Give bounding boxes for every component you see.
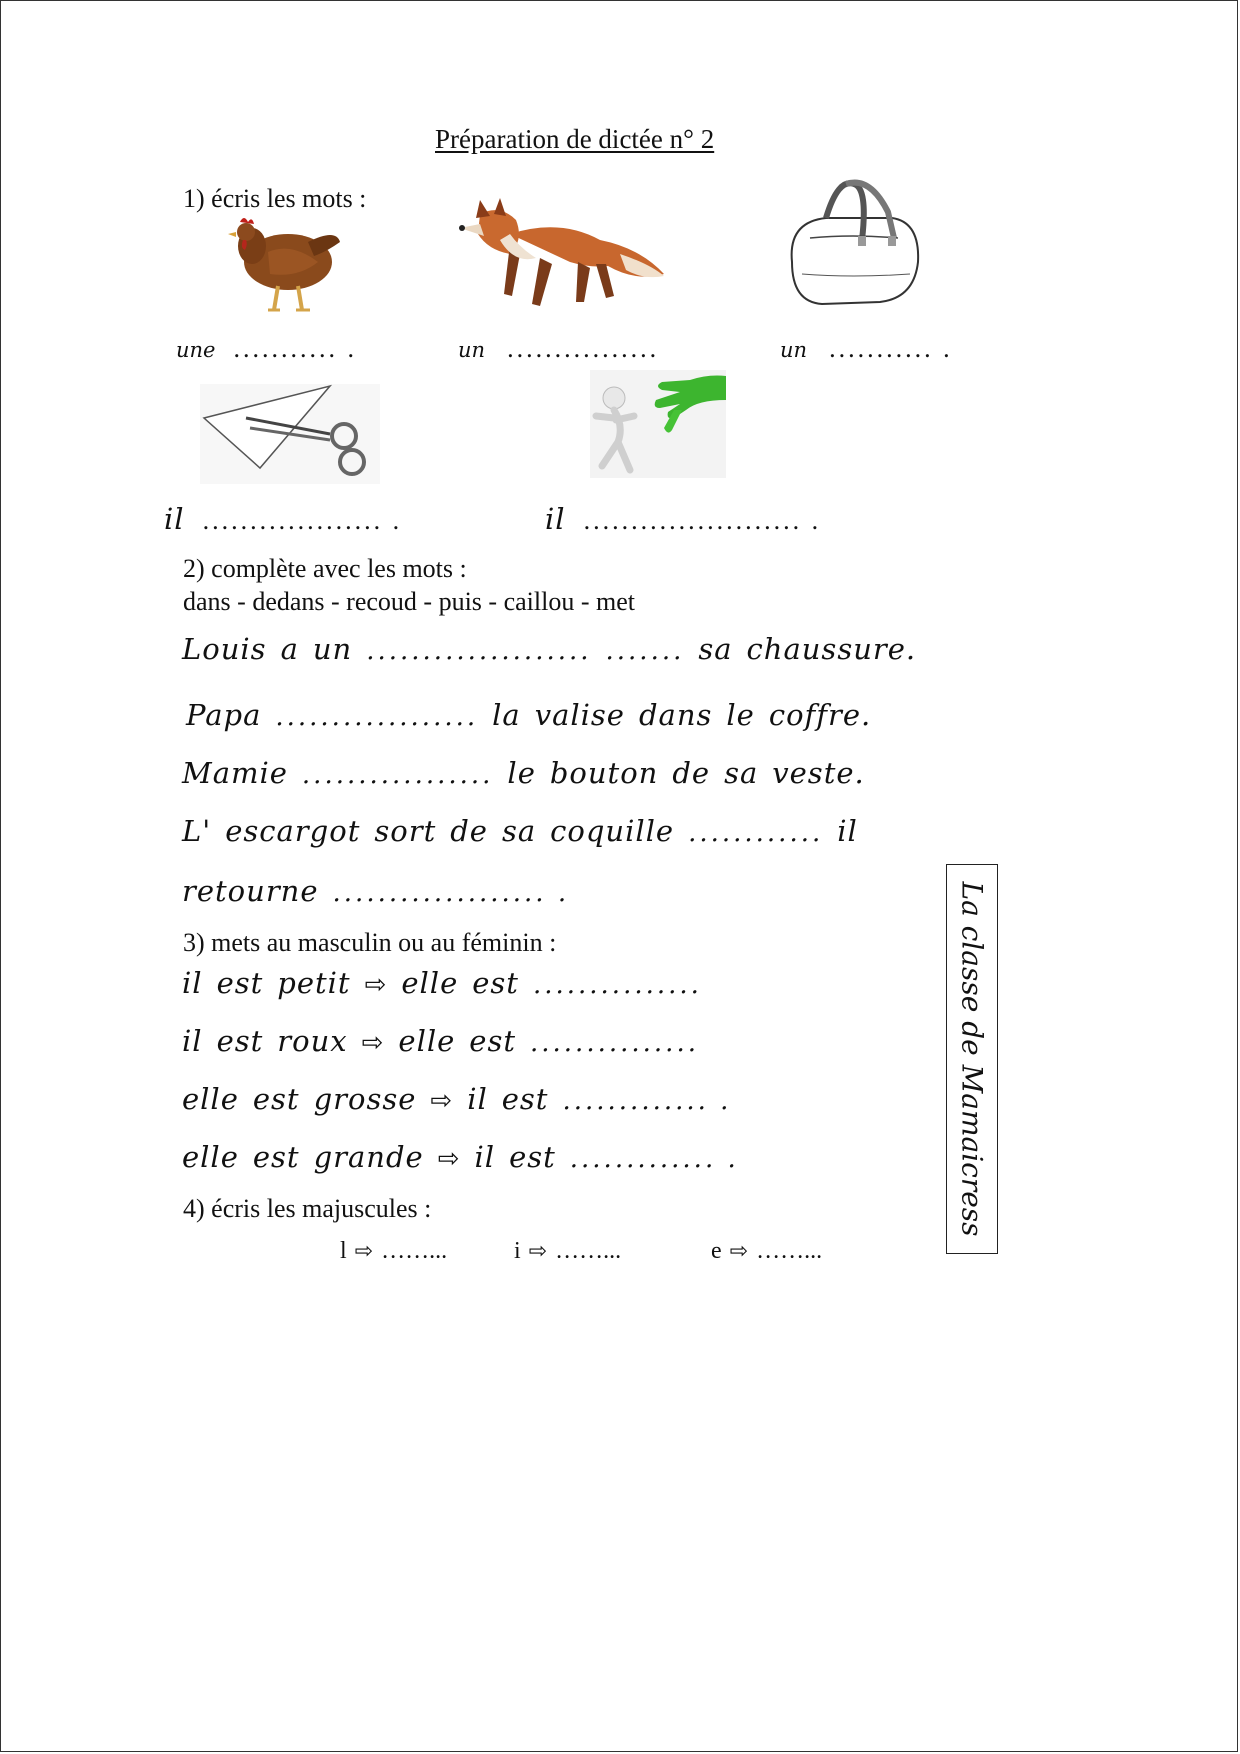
s2-word: Papa xyxy=(186,698,262,732)
s3-word: le xyxy=(507,756,536,790)
arrow-icon: ⇨ xyxy=(364,970,388,1000)
g1-word: petit xyxy=(277,966,351,1000)
gender-line-3 xyxy=(182,1082,745,1116)
g4-word: elle xyxy=(182,1140,239,1174)
item-fox-answer-line[interactable]: ................ xyxy=(507,334,660,363)
g2-word: est xyxy=(469,1024,516,1058)
s4-word: sa xyxy=(501,814,537,848)
s5-word: retourne xyxy=(182,874,319,908)
g4-word: est xyxy=(252,1140,300,1174)
s1-word: un xyxy=(312,632,353,666)
g4-word: grande xyxy=(313,1140,424,1174)
s2-word: valise xyxy=(534,698,625,732)
g1-word: il xyxy=(182,966,203,1000)
g3-blank[interactable]: ............. . xyxy=(562,1086,732,1116)
item-hen-article: une xyxy=(176,338,216,362)
s3-word: de xyxy=(672,756,711,790)
capital-item-answer-line[interactable]: ……... xyxy=(381,1238,448,1264)
s3-word: Mamie xyxy=(182,756,288,790)
sentence-4 xyxy=(182,814,872,848)
item-catch xyxy=(545,502,821,536)
g4-word: il xyxy=(474,1140,496,1174)
s2-word: le xyxy=(726,698,755,732)
hen-image xyxy=(218,212,342,316)
s4-blank-1[interactable]: ............ xyxy=(688,818,824,848)
fox-image xyxy=(440,184,666,312)
capital-item-letter: e xyxy=(711,1238,722,1264)
capital-item-e xyxy=(711,1238,822,1265)
capital-item-answer-line[interactable]: ……... xyxy=(555,1238,622,1264)
arrow-icon: ⇨ xyxy=(430,1086,454,1116)
arrow-icon: ⇨ xyxy=(528,1239,548,1264)
s3-word: veste. xyxy=(772,756,865,790)
g2-word: est xyxy=(216,1024,264,1058)
sentence-1 xyxy=(182,632,930,666)
g4-word: est xyxy=(509,1140,556,1174)
arrow-icon: ⇨ xyxy=(361,1028,385,1058)
g2-blank[interactable]: ............... xyxy=(530,1028,699,1058)
g1-blank[interactable]: ............... xyxy=(532,970,702,1000)
section4-heading: 4) écris les majuscules : xyxy=(183,1194,432,1223)
green-hand-catching-image xyxy=(590,370,726,478)
s4-word: il xyxy=(837,814,858,848)
s5-blank-1[interactable]: ................... . xyxy=(332,878,570,908)
g3-word: elle xyxy=(182,1082,239,1116)
section1-heading: 1) écris les mots : xyxy=(183,184,367,213)
side-credit-label: La classe de Mamaicress xyxy=(955,881,989,1237)
s4-word: escargot xyxy=(225,814,361,848)
item-catch-answer-line[interactable]: ....................... . xyxy=(583,506,822,535)
s1-word: a xyxy=(280,632,299,666)
s1-blank-1[interactable]: .................... xyxy=(366,636,592,666)
g3-word: il xyxy=(467,1082,488,1116)
item-fox xyxy=(458,334,659,364)
bag-image xyxy=(782,178,924,310)
s3-word: sa xyxy=(724,756,759,790)
capital-item-letter: l xyxy=(340,1238,347,1264)
g3-word: grosse xyxy=(313,1082,417,1116)
s3-blank-1[interactable]: ................. xyxy=(301,760,494,790)
arrow-icon: ⇨ xyxy=(354,1239,374,1264)
section2-heading: 2) complète avec les mots : xyxy=(183,554,467,583)
s2-word: la xyxy=(492,698,521,732)
item-cut-answer-line[interactable]: ................... . xyxy=(202,506,403,535)
s2-blank-1[interactable]: .................. xyxy=(275,702,479,732)
item-bag-article: un xyxy=(780,338,808,362)
arrow-icon: ⇨ xyxy=(437,1144,461,1174)
arrow-icon: ⇨ xyxy=(729,1239,749,1264)
item-cut-pronoun: il xyxy=(164,502,185,536)
s1-blank-2[interactable]: ....... xyxy=(605,636,685,666)
item-hen xyxy=(176,334,357,364)
g1-word: est xyxy=(216,966,264,1000)
g1-word: elle xyxy=(401,966,459,1000)
s4-word: de xyxy=(450,814,488,848)
item-fox-article: un xyxy=(458,338,486,362)
g2-word: il xyxy=(182,1024,203,1058)
g2-word: roux xyxy=(277,1024,348,1058)
g3-word: est xyxy=(501,1082,549,1116)
item-bag xyxy=(780,334,953,364)
capital-item-i xyxy=(514,1238,621,1265)
item-hen-answer-line[interactable]: ........... . xyxy=(233,334,357,363)
s4-word: sort xyxy=(374,814,437,848)
s4-word: coquille xyxy=(550,814,675,848)
word-bank: dans - dedans - recoud - puis - caillou - met xyxy=(183,587,635,616)
sentence-4-continued xyxy=(182,874,583,908)
s1-word: chaussure. xyxy=(746,632,917,666)
side-credit-box xyxy=(946,864,998,1254)
g3-word: est xyxy=(252,1082,300,1116)
s2-word: dans xyxy=(638,698,713,732)
s4-word: L' xyxy=(182,814,212,848)
capital-item-letter: i xyxy=(514,1238,521,1264)
item-bag-answer-line[interactable]: ........... . xyxy=(829,334,953,363)
page-title: Préparation de dictée n° 2 xyxy=(435,124,715,154)
g2-word: elle xyxy=(398,1024,456,1058)
item-cut xyxy=(164,502,402,536)
gender-line-4 xyxy=(182,1140,753,1174)
s1-word: Louis xyxy=(182,632,267,666)
s2-word: coffre. xyxy=(768,698,872,732)
s1-word: sa xyxy=(698,632,733,666)
gender-line-2 xyxy=(182,1024,713,1058)
gender-line-1 xyxy=(182,966,716,1000)
item-catch-pronoun: il xyxy=(545,502,566,536)
scissors-cutting-image xyxy=(200,384,380,484)
g1-word: est xyxy=(472,966,519,1000)
g4-blank[interactable]: ............. . xyxy=(569,1144,739,1174)
sentence-2 xyxy=(186,698,885,732)
sentence-3 xyxy=(182,756,879,790)
capital-item-answer-line[interactable]: ……... xyxy=(756,1238,823,1264)
section3-heading: 3) mets au masculin ou au féminin : xyxy=(183,928,557,957)
s3-word: bouton xyxy=(549,756,659,790)
capital-item-l xyxy=(340,1238,447,1265)
